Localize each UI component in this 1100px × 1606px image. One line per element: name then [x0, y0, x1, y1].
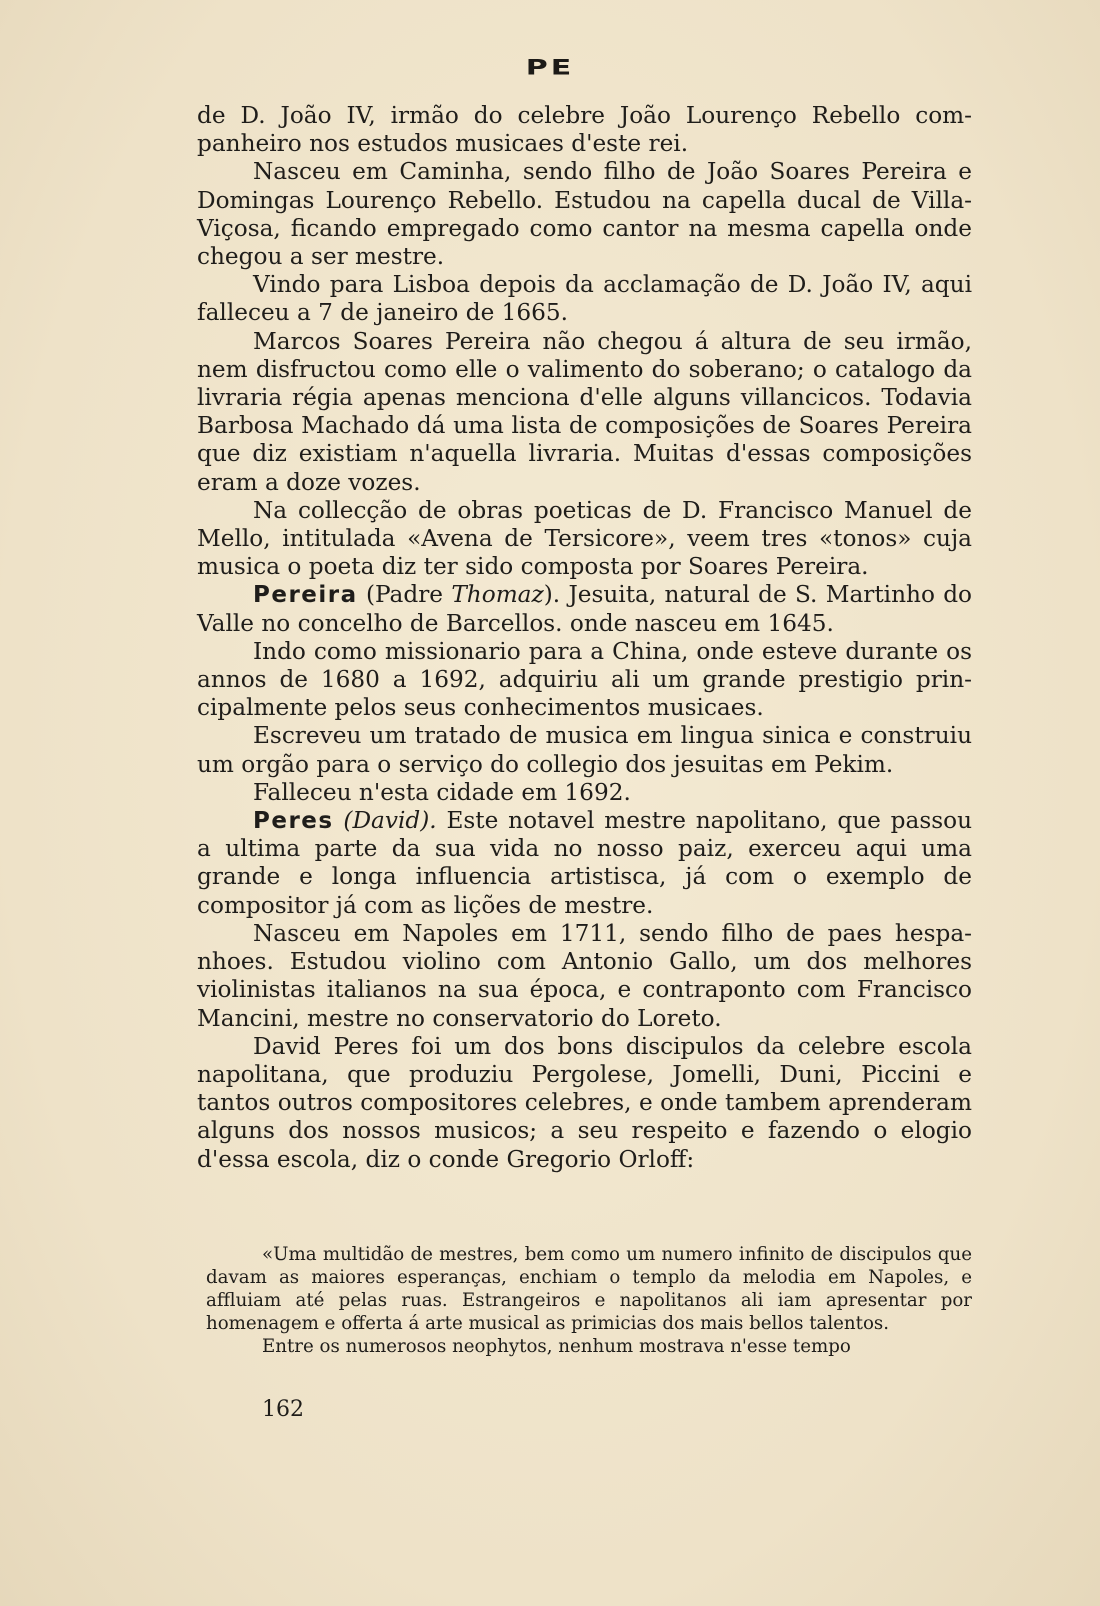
entry-pereira — [197, 581, 972, 637]
entry-name-david: (David). — [343, 807, 437, 835]
entry-text: Jesuita, natural de S. Martinho do Valle no concelho de Barcellos. onde nasceu em 1645. — [197, 581, 973, 637]
entry-peres — [197, 807, 972, 920]
paragraph: Falleceu n'esta cidade em 1692. — [253, 778, 631, 806]
paragraph: Indo como missionario para a China, onde esteve durante os annos de 1680 a 1692, adquiriu ali um grande prestigio principalmente pelos seus conhecimentos musicaes. — [197, 637, 972, 722]
paragraph: de D. João IV, irmão do celebre João Lourenço Rebello companheiro nos estudos musicaes d'este rei. — [197, 102, 972, 158]
paragraph: Nasceu em Caminha, sendo filho de João Soares Pereira e Domingas Lourenço Rebello. Estudou na capella ducal de Villa-Viçosa, ficando empregado como cantor na mesma capella onde chegou a ser mestre. — [197, 158, 972, 271]
quote-paragraph: Entre os numerosos neophytos, nenhum mostrava n'esse tempo — [262, 1336, 851, 1357]
entry-text: Este notavel mestre napolitano, que passou a ultima parte da sua vida no nosso paiz, exerceu aqui uma grande e longa influencia artistisca, já com o exemplo de compositor já com as lições de mestre. — [197, 807, 973, 919]
paragraph: Vindo para Lisboa depois da acclamação de D. João IV, aqui falleceu a 7 de janeiro de 1665. — [197, 271, 972, 327]
paragraph: Marcos Soares Pereira não chegou á altura de seu irmão, nem disfructou como elle o valimento do soberano; o catalogo da livraria régia apenas menciona d'elle alguns villancicos. Todavia Barbosa Machado dá uma lista de composições de Soares Pereira que diz existiam n'aquella livraria. Muitas d'essas composições eram a doze vozes. — [197, 327, 972, 496]
paragraph: Escreveu um tratado de musica em lingua sinica e construiu um orgão para o serviço do collegio dos jesuitas em Pekim. — [197, 722, 972, 778]
entry-head-peres: Peres — [253, 808, 334, 835]
running-head: PE — [525, 54, 575, 81]
page-number: 162 — [262, 1397, 304, 1422]
paragraph: David Peres foi um dos bons discipulos da celebre escola napolitana, que produziu Pergolese, Jomelli, Duni, Piccini e tantos outros compositores celebres, e onde tambem aprenderam alguns dos nossos musicos; a seu respeito e fazendo o elogio d'essa escola, diz o conde Gregorio Orloff: — [197, 1032, 972, 1173]
block-quote — [206, 1243, 972, 1358]
entry-paren-close: ). — [543, 581, 561, 609]
body-text — [197, 102, 972, 1174]
quote-paragraph: «Uma multidão de mestres, bem como um numero infinito de discipulos que davam as maiores esperanças, enchiam o templo da melodia em Napoles, e affluiam até pelas ruas. Estrangeiros e napolitanos ali iam apresentar por homenagem e offerta á arte musical as primicias dos mais bellos talentos. — [206, 1244, 972, 1334]
entry-head-pereira: Pereira — [253, 582, 358, 609]
entry-name-thomaz: Thomaz — [451, 581, 544, 609]
entry-paren-open: (Padre — [365, 581, 452, 609]
paragraph: Nasceu em Napoles em 1711, sendo filho de paes hespanhoes. Estudou violino com Antonio Gallo, um dos melhores violinistas italianos na sua época, e contraponto com Francisco Mancini, mestre no conservatorio do Loreto. — [197, 919, 972, 1032]
paragraph: Na collecção de obras poeticas de D. Francisco Manuel de Mello, intitulada «Avena de Tersicore», veem tres «tonos» cuja musica o poeta diz ter sido composta por Soares Pereira. — [197, 496, 972, 581]
